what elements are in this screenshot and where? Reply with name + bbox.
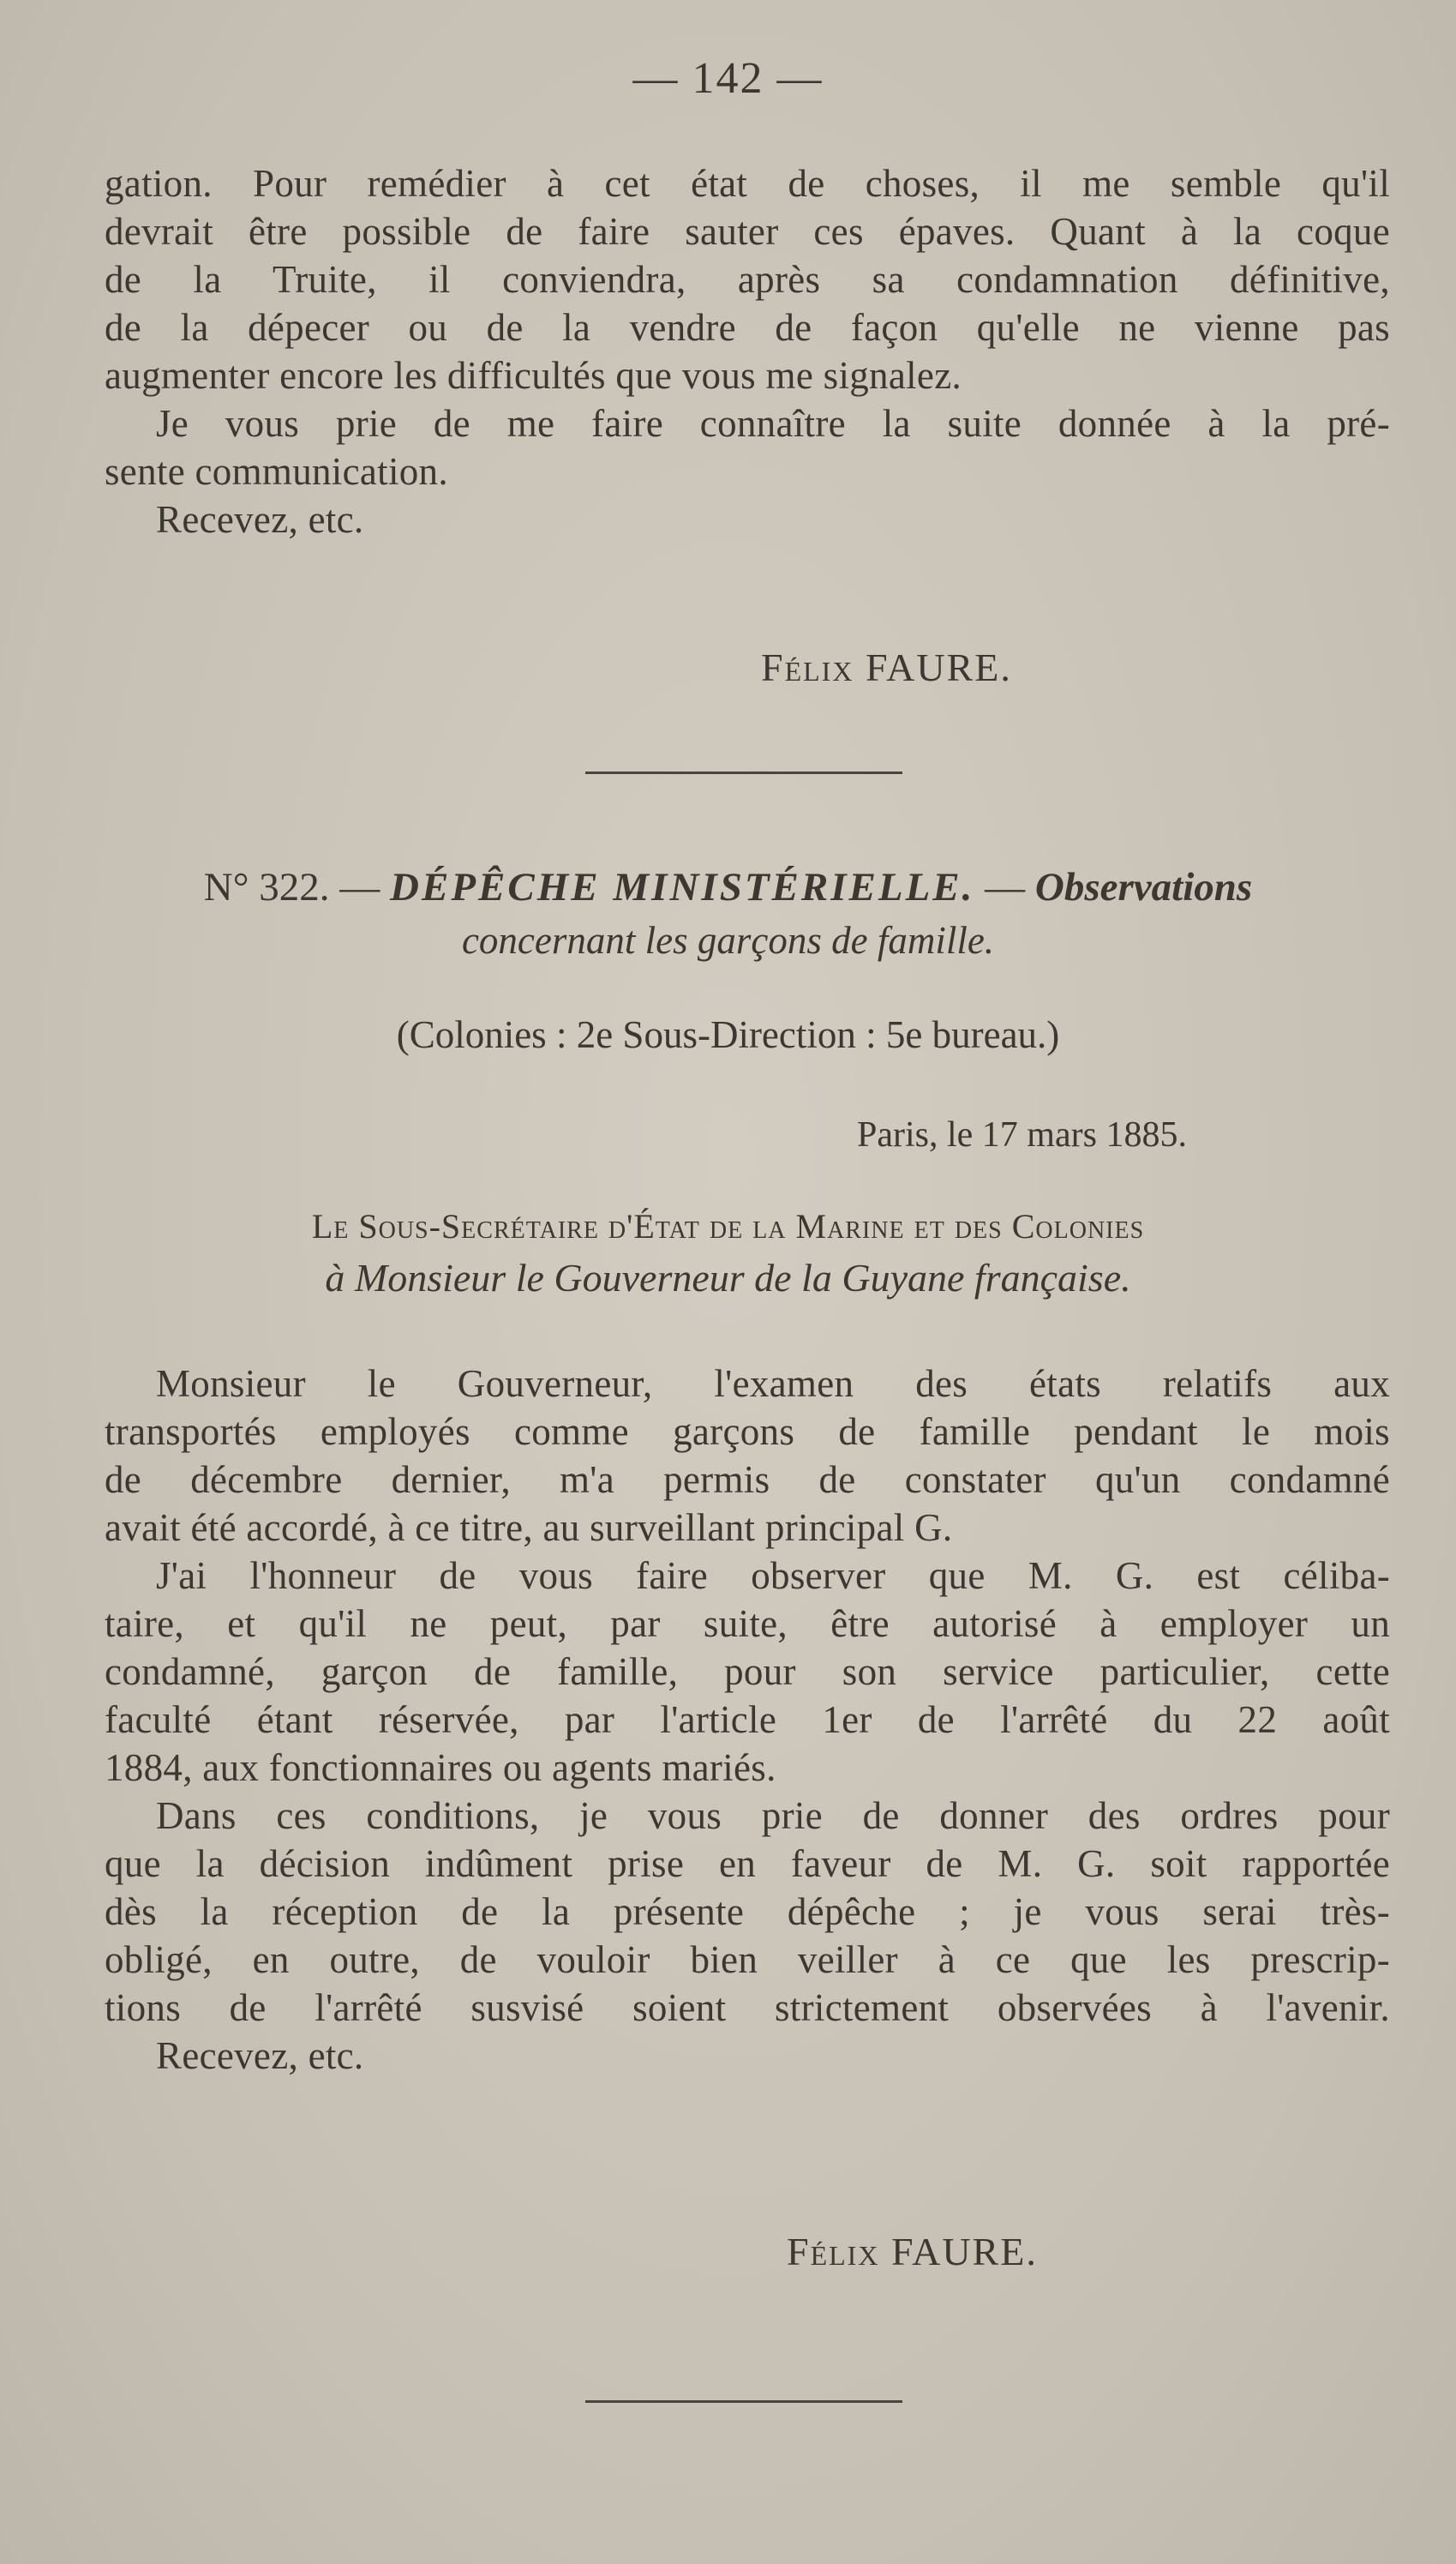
department-line: (Colonies : 2e Sous-Direction : 5e bureau.) [396,1013,1060,1056]
dispatch-title: DÉPÊCHE MINISTÉRIELLE. [390,865,975,910]
text-line: devrait être possible de faire sauter ces épaves. Quant à la coque [105,210,1390,253]
text-line: taire, et qu'il ne peut, par suite, être autorisé à employer un [105,1602,1390,1645]
text-line: de la dépecer ou de la vendre de façon qu'elle ne vienne pas [105,306,1390,349]
dispatch-dash: — [985,865,1026,910]
text-line: de décembre dernier, m'a permis de constater qu'un condamné [105,1458,1390,1501]
text-line: tions de l'arrêté susvisé soient strictement observées à l'avenir. [105,1986,1390,2029]
text-line: dès la réception de la présente dépêche ; je vous serai très- [105,1890,1390,1933]
separator-rule [585,772,902,774]
text-line: que la décision indûment prise en faveur de M. G. soit rapportée [105,1842,1390,1885]
text-line: de la Truite, il conviendra, après sa condamnation définitive, [105,258,1390,301]
sender-line: Le Sous-Secrétaire d'État de la Marine et des Colonies [311,1207,1145,1246]
text-line: Dans ces conditions, je vous prie de donner des ordres pour [156,1794,1390,1837]
separator-rule [585,2400,902,2403]
date-line: Paris, le 17 mars 1885. [857,1115,1187,1155]
dispatch-heading [0,862,1456,913]
text-line: 1884, aux fonctionnaires ou agents mariés. [105,1746,776,1789]
text-line: Monsieur le Gouverneur, l'examen des états relatifs aux [156,1362,1390,1405]
text-line: Recevez, etc. [156,498,364,541]
text-line: faculté étant réservée, par l'article 1er de l'arrêté du 22 août [105,1698,1390,1741]
dispatch-subject: Observations [1034,865,1253,910]
text-line: Je vous prie de me faire connaître la suite donnée à la pré- [156,402,1390,445]
text-line: condamné, garçon de famille, pour son service particulier, cette [105,1650,1390,1693]
text-line: gation. Pour remédier à cet état de choses, il me semble qu'il [105,162,1390,205]
text-line: augmenter encore les difficultés que vous me signalez. [105,354,962,397]
text-line: Recevez, etc. [156,2034,364,2077]
text-line: transportés employés comme garçons de famille pendant le mois [105,1410,1390,1453]
text-line: obligé, en outre, de vouloir bien veiller à ce que les prescrip- [105,1938,1390,1981]
dispatch-body [105,1360,1390,2080]
recipient-line: à Monsieur le Gouverneur de la Guyane française. [325,1256,1131,1300]
letter-continuation [105,159,1390,543]
text-line: J'ai l'honneur de vous faire observer que M. G. est céliba- [156,1554,1390,1597]
signature [761,645,1012,690]
dispatch-subject-line: concernant les garçons de famille. [461,919,995,962]
signature [787,2229,1038,2274]
text-line: sente communication. [105,450,448,493]
signature-text: Félix FAURE. [787,2230,1038,2273]
text-line: avait été accordé, à ce titre, au surveillant principal G. [105,1506,953,1549]
dispatch-number: N° 322. — [203,865,380,910]
page-number: — 142 — [632,54,824,103]
signature-text: Félix FAURE. [761,646,1012,689]
